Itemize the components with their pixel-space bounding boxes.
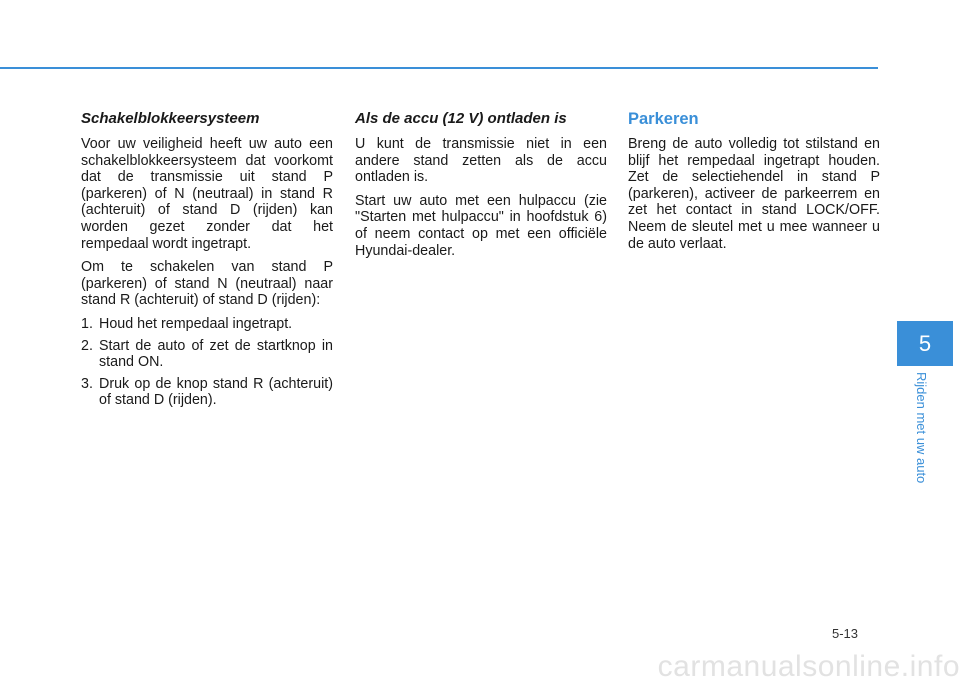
column-parking <box>628 110 880 259</box>
paragraph: Om te schakelen van stand P (parkeren) of stand N (neutraal) naar stand R (achteruit) of stand D (rijden): <box>81 259 333 309</box>
list-item <box>81 316 333 333</box>
chapter-label: Rijden met uw auto <box>914 372 929 484</box>
watermark: carmanualsonline.info <box>657 650 960 683</box>
step-number: 1. <box>81 315 93 332</box>
paragraph: Breng de auto volledig tot stilstand en blijf het rempedaal ingetrapt houden. Zet de selectiehendel in stand P (parkeren), activeer de parkeerrem en zet het contact in stand LOCK/OFF. Neem de sleutel met u mee wanneer u de auto verlaat. <box>628 136 880 252</box>
heading-battery: Als de accu (12 V) ontladen is <box>355 110 567 127</box>
paragraph: Start uw auto met een hulpaccu (zie "Starten met hulpaccu" in hoofdstuk 6) of neem contact op met een officiële Hyundai-dealer. <box>355 192 607 259</box>
paragraph: Voor uw veiligheid heeft uw auto een schakelblokkeersysteem dat voorkomt dat de transmissie uit stand P (parkeren) of N (neutraal) in stand R (achteruit) of stand D (rijden) kan worden gezet zonder dat het rempedaal wordt ingetrapt. <box>81 136 333 252</box>
step-number: 3. <box>81 375 93 392</box>
step-text: Druk op de knop stand R (achteruit) of stand D (rijden). <box>99 375 333 409</box>
heading-shift-lock: Schakelblokkeersysteem <box>81 110 260 127</box>
heading-parking: Parkeren <box>628 110 699 128</box>
step-text: Houd het rempedaal ingetrapt. <box>99 315 293 332</box>
list-item <box>81 376 333 409</box>
step-number: 2. <box>81 337 93 354</box>
step-text: Start de auto of zet de startknop in stand ON. <box>99 337 333 371</box>
paragraph: U kunt de transmissie niet in een andere stand zetten als de accu ontladen is. <box>355 136 607 186</box>
steps-list <box>81 316 333 409</box>
chapter-tab: 5 <box>897 321 953 366</box>
page-number: 5-13 <box>832 626 859 641</box>
list-item <box>81 338 333 371</box>
top-rule <box>0 67 878 69</box>
column-shift-lock <box>81 110 333 414</box>
column-battery <box>355 110 607 266</box>
